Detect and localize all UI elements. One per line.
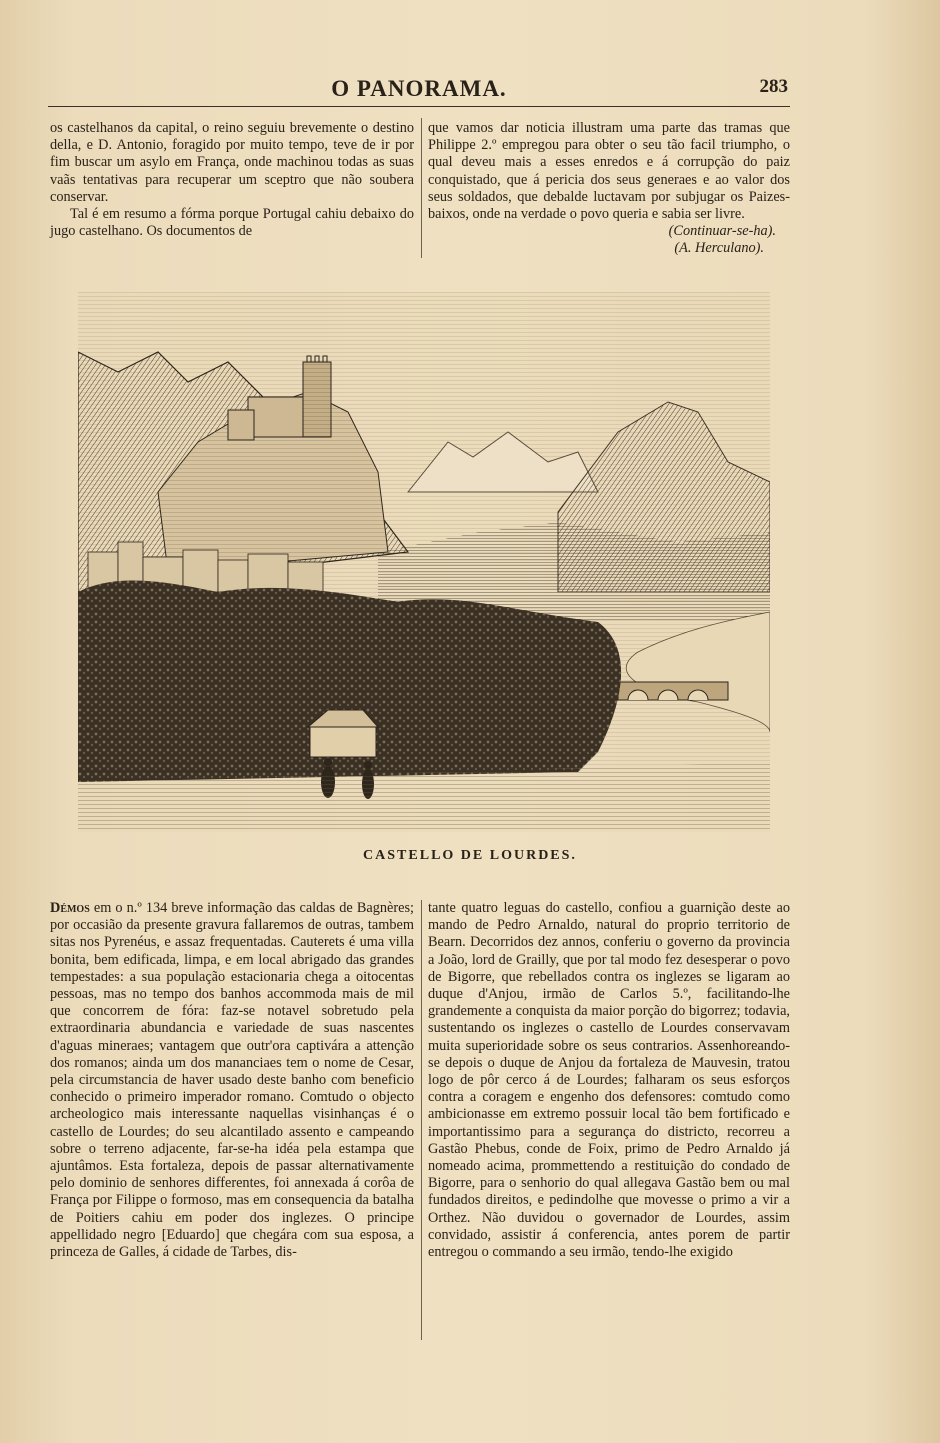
page-number: 283 — [759, 76, 788, 97]
castle-of-lourdes-engraving — [78, 292, 770, 832]
top-left-paragraph-2: Tal é em resumo a fórma porque Portugal cahiu debaixo do jugo castelhano. Os documentos de — [50, 206, 414, 240]
top-right-column — [428, 120, 790, 258]
top-column-divider — [421, 118, 422, 258]
opening-word: Démos — [50, 900, 90, 916]
top-left-column — [50, 120, 414, 240]
page-header — [48, 70, 790, 104]
bottom-column-divider — [421, 900, 422, 1340]
continuation-note: (Continuar-se-ha). — [668, 223, 776, 240]
header-rule — [48, 106, 790, 107]
bottom-left-text: em o n.º 134 breve informação das caldas de Bagnères; por occasião da presente gravura fallaremos de outras, tambem sitas nos Pyrenéus, e assaz frequentadas. Cauterets é uma villa bonita, bem edificada, limpa, e em local abrigado das grandes tempestades: a sua população estacionaria chega a oitocentas pessoas, mas no tempo dos banhos accommoda mais de mil que concorrem de fóra: faz-se notavel sobretudo pela extraordinaria abundancia e variedade de suas nascentes d'aguas mineraes; vantagem que outr'ora captivára a attenção dos romanos; ainda um dos mananciaes tem o nome de Cesar, pela circumstancia de haver usado deste banho com beneficio conhecido o primeiro imperador romano. Comtudo o objecto archeologico mais interessante naquellas visinhanças é o castello de Lourdes; do seu alcantilado assento e campeando sobre o terreno adjacente, far-se-ha idéa pela estampa que ajuntâmos. Esta fortaleza, depois de passar alternativamente pelo dominio de senhores differentes, foi annexada á corôa de França por Filippe o formoso, mas em consequencia da batalha de Poitiers cahiu em poder dos inglezes. O principe appellidado negro [Eduardo] que chegára com sua esposa, a princeza de Galles, á cidade de Tarbes, dis- — [50, 900, 414, 1261]
bottom-right-paragraph: tante quatro leguas do castello, confiou a guarnição deste ao mando de Pedro Arnaldo, natural do proprio territorio de Bearn. Decorridos dez annos, conferiu o governo da provincia a João, lord de Grailly, que por tal modo fez desesperar o povo de Bigorre, que rebellados contra os inglezes se ligaram ao duque d'Anjou, irmão de Carlos 5.º, facilitando-lhe grandemente a conquista da maior porção do bigorrez; todavia, sustentando os inglezes o castello de Lourdes conservavam muita superioridade sobre os seus contrarios. Assenhoreando-se depois o duque de Anjou da fortaleza de Mauvesin, tratou logo de pôr cerco á de Lourdes; falharam os seus esforços contra a coragem e engenho dos defensores: comtudo como ambicionasse em extremo possuir local tão bem fortificado e importantissimo para a segurança do districto, recorreu a Gastão Phebus, conde de Foix, primo de Pedro Arnaldo já nomeado acima, prommettendo a restituição do condado de Bigorre, para o senhorio do qual allegava Gastão bem ou mal fundados direitos, e pedindolhe que movesse o primo a vir a Orthez. Não duvidou o governador de Lourdes, assim convidado, assistir á conferencia, antes porem de partir entregou o commando a seu irmão, tendo-lhe exigido — [428, 900, 790, 1261]
illustration-caption: CASTELLO DE LOURDES. — [363, 848, 577, 863]
author-signature: (A. Herculano). — [674, 240, 764, 257]
bottom-right-column — [428, 900, 790, 1261]
top-right-paragraph-1: que vamos dar noticia illustram uma parte das tramas que Philippe 2.º empregou para obter o seu tão facil triumpho, o qual deveu mais a esses enredos e á corrupção do paiz conquistado, que á pericia dos seus generaes e ao valor dos seus soldados, que debalde luctavam por subjugar os Paizes-baixos, onde na verdade o povo queria e sabia ser livre. — [428, 120, 790, 223]
periodical-title: O PANORAMA. — [331, 76, 507, 101]
bottom-left-paragraph — [50, 900, 414, 1261]
bridge — [618, 682, 728, 700]
bottom-left-column — [50, 900, 414, 1261]
top-left-paragraph-1: os castelhanos da capital, o reino seguiu brevemente o destino della, e D. Antonio, foragido por muito tempo, teve de ir por fim buscar um asylo em França, onde machinou todas as suas vaãs tentativas para recuperar um sceptro que não soubera conservar. — [50, 120, 414, 205]
